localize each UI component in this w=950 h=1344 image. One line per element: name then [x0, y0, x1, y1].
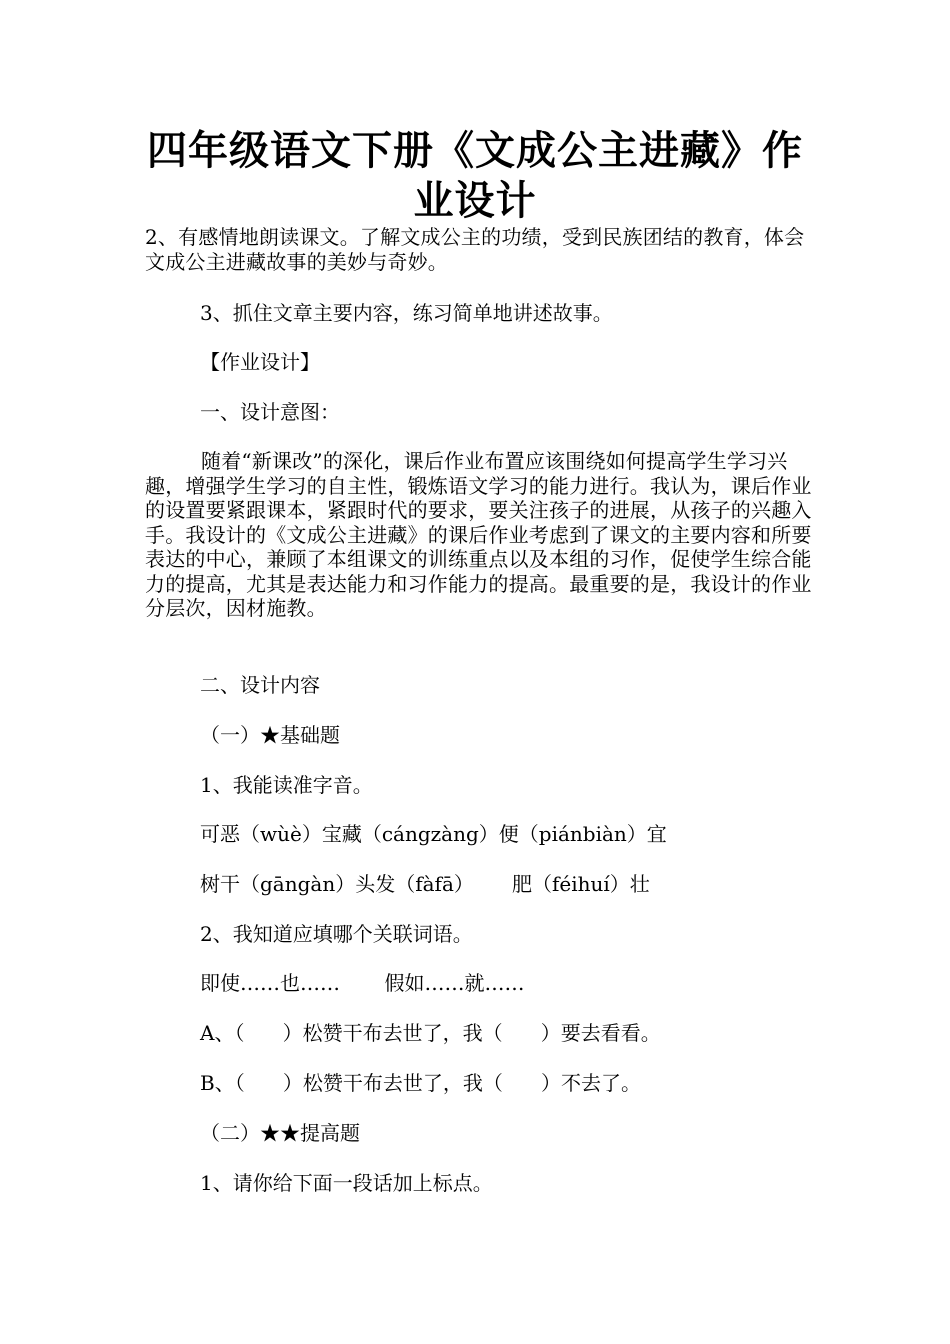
question-3: 1、请你给下面一段话加上标点。: [200, 1171, 493, 1195]
question-1: 1、我能读准字音。: [200, 773, 373, 797]
conjunction-options: 即使……也…… 假如……就……: [200, 971, 525, 995]
part1-heading: 一、设计意图：: [200, 400, 340, 424]
pinyin-line-2: 树干（gāngàn）头发（fàfā） 肥（féihuí）壮: [200, 872, 650, 896]
section-heading: 【作业设计】: [200, 350, 320, 374]
pinyin-line-1: 可恶（wùè）宝藏（cángzàng）便（piánbiàn）宜: [200, 822, 667, 846]
document-title: 四年级语文下册《文成公主进藏》作业设计: [147, 128, 803, 224]
question-2: 2、我知道应填哪个关联词语。: [200, 922, 473, 946]
advanced-heading: （二）★★提高题: [200, 1121, 360, 1145]
part1-body: 随着“新课改”的深化，课后作业布置应该围绕如何提高学生学习兴趣，增强学生学习的自主性，锻炼语文学习的能力进行。我认为，课后作业的设置要紧跟课本，紧跟时代的要求，要关注孩子的进展，从孩子的兴趣入手。我设计的《文成公主进藏》的课后作业考虑到了课文的主要内容和所要表达的中心，兼顾了本组课文的训练重点以及本组的习作，促使学生综合能力的提高，尤其是表达能力和习作能力的提高。最重要的是，我设计的作业分层次，因材施教。: [145, 449, 812, 620]
basic-heading: （一）★基础题: [200, 723, 340, 747]
item-a: A、（ ）松赞干布去世了，我（ ）要去看看。: [200, 1021, 661, 1045]
part2-heading: 二、设计内容: [200, 673, 320, 697]
goal-3-paragraph: 3、抓住文章主要内容，练习简单地讲述故事。: [200, 301, 613, 325]
goal-2-paragraph: 2、有感情地朗读课文。了解文成公主的功绩，受到民族团结的教育，体会文成公主进藏故事的美妙与奇妙。: [145, 225, 805, 274]
item-b: B、（ ）松赞干布去世了，我（ ）不去了。: [200, 1071, 641, 1095]
